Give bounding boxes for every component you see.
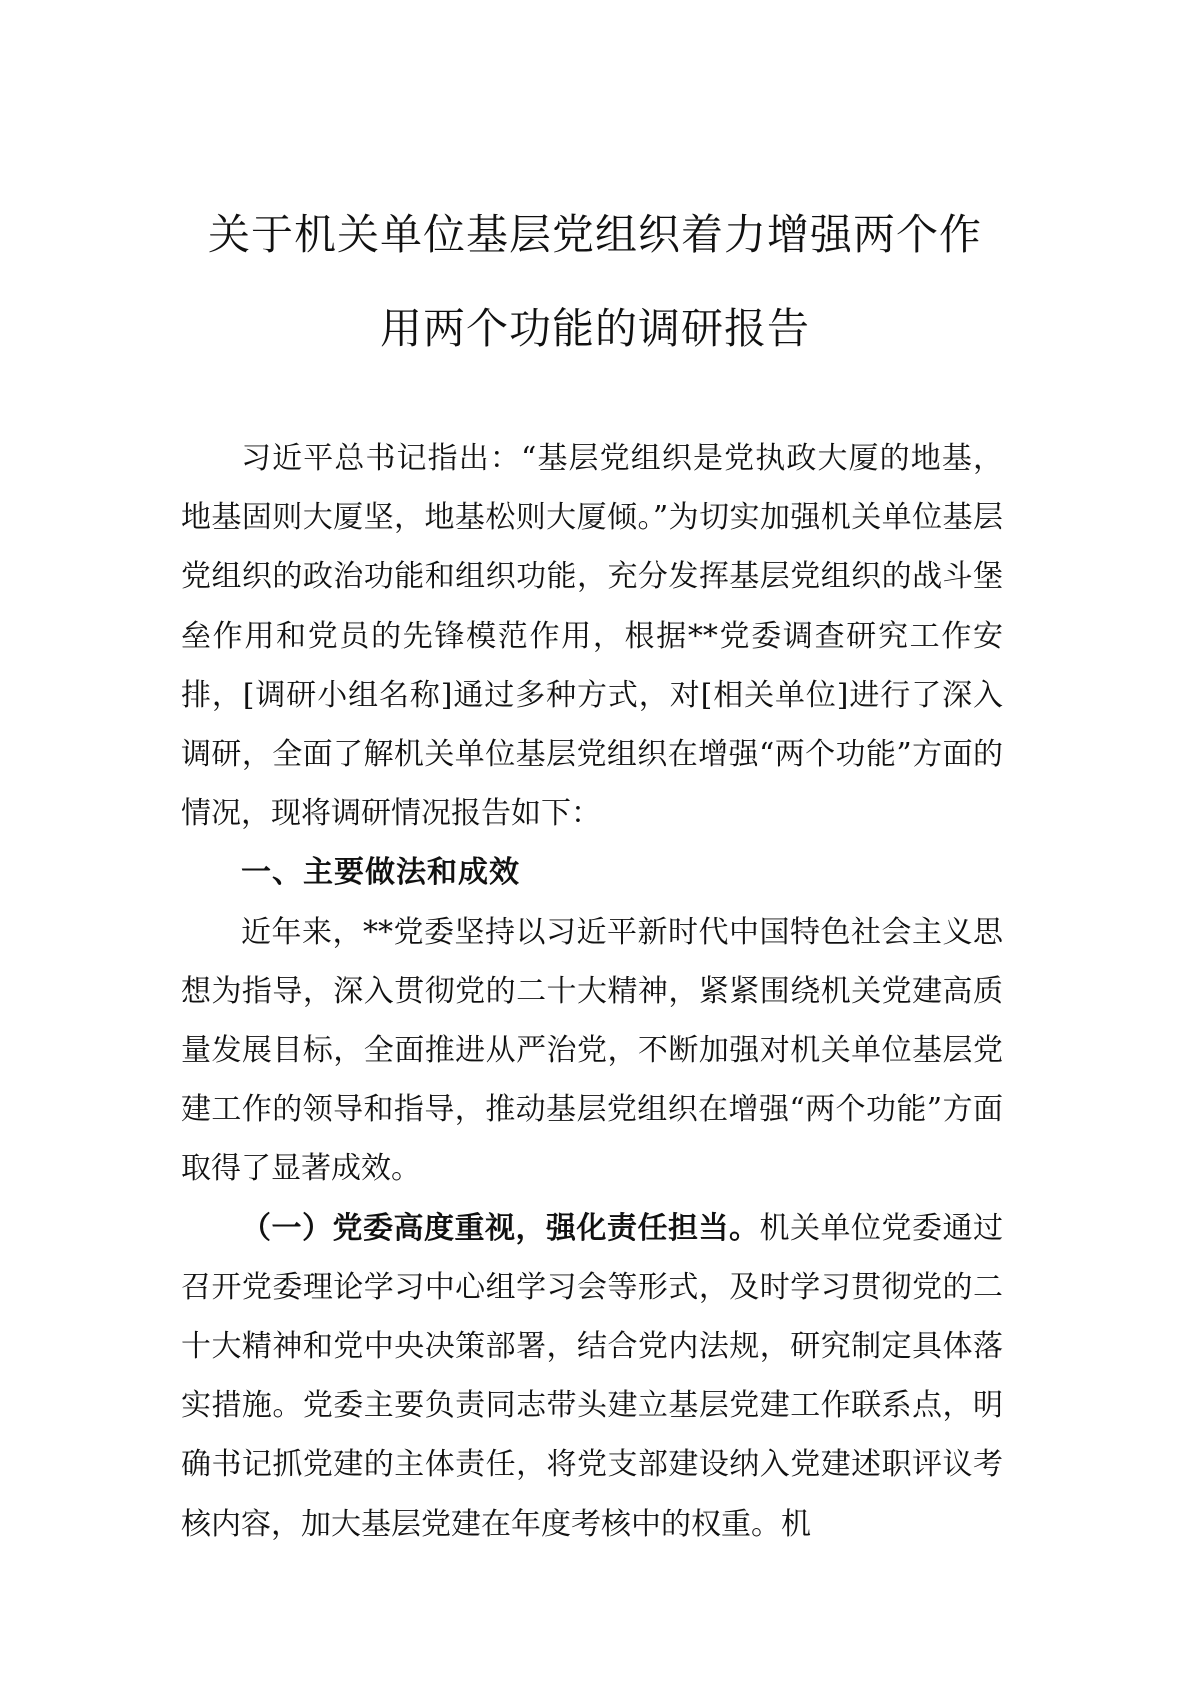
section-1-paragraph: 近年来，**党委坚持以习近平新时代中国特色社会主义思想为指导，深入贯彻党的二十大精神，紧紧围绕机关党建高质量发展目标，全面推进从严治党，不断加强对机关单位基层党建工作的领导和指导，推动基层党组织在增强“两个功能”方面取得了显著成效。 (181, 914, 1003, 1187)
title-line-2: 用两个功能的调研报告 (379, 304, 810, 353)
subsection-1-paragraph (181, 1199, 1003, 1554)
subsection-heading-1: （一）党委高度重视，强化责任担当。 (241, 1210, 760, 1246)
document-body (181, 429, 1003, 1554)
section-heading-1: 一、主要做法和成效 (241, 855, 520, 891)
title-line-1: 关于机关单位基层党组织着力增强两个作 (207, 210, 982, 259)
subsection-1-text: 机关单位党委通过召开党委理论学习中心组学习会等形式，及时学习贯彻党的二十大精神和党中央决策部署，结合党内法规，研究制定具体落实措施。党委主要负责同志带头建立基层党建工作联系点，明确书记抓党建的主体责任，将党支部建设纳入党建述职评议考核内容，加大基层党建在年度考核中的权重。机 (181, 1210, 1003, 1542)
intro-paragraph: 习近平总书记指出：“基层党组织是党执政大厦的地基，地基固则大厦坚，地基松则大厦倾。”为切实加强机关单位基层党组织的政治功能和组织功能，充分发挥基层党组织的战斗堡垒作用和党员的先锋模范作用，根据**党委调查研究工作安排，[调研小组名称]通过多种方式，对[相关单位]进行了深入调研，全面了解机关单位基层党组织在增强“两个功能”方面的情况，现将调研情况报告如下： (181, 441, 1003, 832)
document-title (140, 188, 1050, 376)
